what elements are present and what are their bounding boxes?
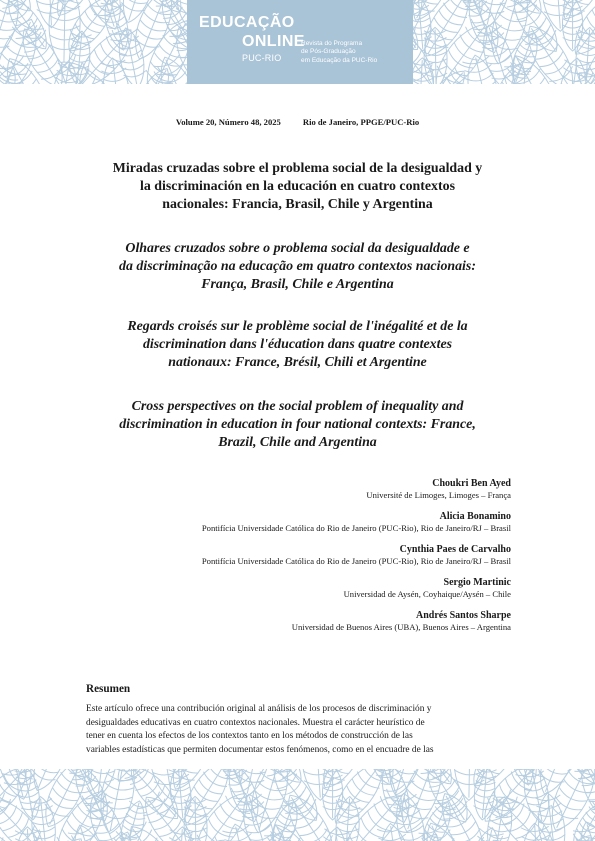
footer-leaf-pattern xyxy=(0,769,595,841)
leaf-icon xyxy=(36,769,96,833)
title-line: discrimination dans l'éducation dans quatre contextes xyxy=(142,337,453,352)
masthead-subtitle-line: Revista do Programa xyxy=(301,40,363,47)
title-line: Olhares cruzados sobre o problema social da desigualdade e xyxy=(125,241,470,256)
author-entry xyxy=(71,543,511,567)
issue-volume: Volume 20, Número 48, 2025 xyxy=(175,117,281,127)
leaf-icon xyxy=(0,14,46,84)
leaf-icon xyxy=(247,828,293,841)
leaf-icon xyxy=(464,769,526,794)
title-line: nationaux: France, Brésil, Chili et Argentine xyxy=(168,355,427,370)
title-line: nacionales: Francia, Brasil, Chile y Argentina xyxy=(162,197,433,212)
abstract-body xyxy=(86,703,512,757)
author-entry xyxy=(71,609,511,633)
masthead-institution: PUC-RIO xyxy=(242,53,282,63)
abstract-heading: Resumen xyxy=(86,683,131,695)
title-spanish xyxy=(70,160,525,214)
masthead-subtitle-line: em Educação da PUC-Rio xyxy=(301,56,378,64)
abstract-line: Este artículo ofrece una contribución original al análisis de los procesos de discriminación y xyxy=(86,704,432,714)
author-name: Choukri Ben Ayed xyxy=(432,478,511,489)
abstract-line: tener en cuenta los efectos de los contextos tanto en los métodos de construcción de las xyxy=(86,731,413,742)
leaf-icon xyxy=(278,788,343,841)
title-line: Regards croisés sur le problème social de l'inégalité et de la xyxy=(127,319,468,334)
author-affiliation: Pontifícia Universidade Católica do Rio de Janeiro (PUC-Rio), Rio de Janeiro/RJ – Brasil xyxy=(201,556,511,566)
author-entry xyxy=(71,477,511,501)
issue-place: Rio de Janeiro, PPGE/PUC-Rio xyxy=(302,117,420,127)
title-line: da discriminação na educação em quatro contextos nacionais: xyxy=(119,259,476,274)
leaf-pattern-icon xyxy=(0,769,595,841)
title-french xyxy=(70,318,525,372)
author-affiliation: Universidad de Buenos Aires (UBA), Buenos Aires – Argentina xyxy=(291,622,511,632)
masthead-subtitle-line: de Pós-Graduação xyxy=(301,48,356,56)
leaf-icon xyxy=(116,798,150,841)
author-affiliation: Pontifícia Universidade Católica do Rio de Janeiro (PUC-Rio), Rio de Janeiro/RJ – Brasil xyxy=(201,523,511,533)
leaf-icon xyxy=(135,788,204,841)
title-line: la discriminación en la educación en cuatro contextos xyxy=(140,179,455,194)
author-affiliation: Universidad de Aysén, Coyhaique/Aysén – Chile xyxy=(343,589,511,599)
masthead-title: EDUCAÇÃO xyxy=(199,14,295,31)
title-line: França, Brasil, Chile e Argentina xyxy=(201,277,394,292)
author-name: Andrés Santos Sharpe xyxy=(415,610,511,621)
title-portuguese xyxy=(70,240,525,294)
abstract-line: variables estadísticas que permiten documentar estos fenómenos, como en el encuadre de las xyxy=(86,744,434,755)
author-name: Cynthia Paes de Carvalho xyxy=(399,544,511,555)
leaf-icon xyxy=(94,769,140,837)
journal-masthead xyxy=(187,0,413,84)
author-name: Sergio Martinic xyxy=(443,577,511,588)
author-name: Alicia Bonamino xyxy=(439,511,511,522)
title-line: Cross perspectives on the social problem of inequality and xyxy=(131,399,464,414)
leaf-icon xyxy=(48,0,80,66)
abstract-line: desigualdades educativas en cuatro contextos nacionales. Muestra el carácter heurístico de xyxy=(86,717,425,728)
title-line: discrimination in education in four national contexts: France, xyxy=(119,417,476,432)
author-entry xyxy=(71,576,511,600)
author-affiliation: Université de Limoges, Limoges – França xyxy=(366,490,511,500)
masthead-title-2: ONLINE xyxy=(242,33,305,50)
title-english xyxy=(70,398,525,452)
masthead-subtitle xyxy=(301,40,411,65)
author-entry xyxy=(71,510,511,534)
author-list xyxy=(71,477,511,642)
leaf-icon xyxy=(73,0,129,34)
leaf-icon xyxy=(573,769,595,829)
issue-info xyxy=(0,117,595,127)
title-line: Miradas cruzadas sobre el problema social de la desigualdad y xyxy=(112,161,483,176)
title-line: Brazil, Chile and Argentina xyxy=(218,435,377,450)
